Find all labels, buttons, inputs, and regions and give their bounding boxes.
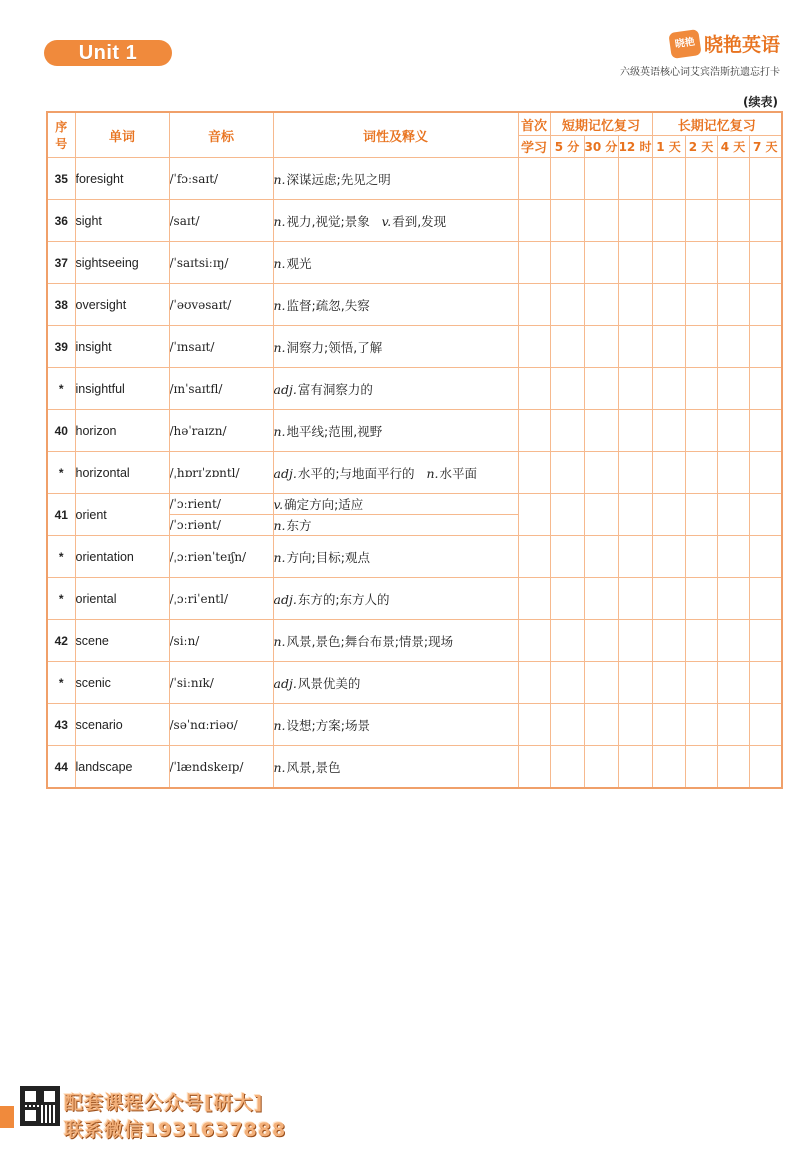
- review-checkbox-cell[interactable]: [518, 410, 550, 452]
- col-header-first-line2: 学习: [518, 136, 550, 158]
- review-checkbox-cell[interactable]: [685, 368, 717, 410]
- phonetic-cell: /ˈlændskeɪp/: [169, 746, 273, 789]
- definition-cell: [273, 284, 518, 326]
- review-checkbox-cell[interactable]: [685, 704, 717, 746]
- row-number: *: [47, 662, 75, 704]
- definition-cell: [273, 200, 518, 242]
- review-checkbox-cell[interactable]: [749, 452, 782, 494]
- review-checkbox-cell[interactable]: [685, 578, 717, 620]
- phonetic-cell: /ˈɔːrient/: [169, 494, 273, 515]
- review-checkbox-cell[interactable]: [652, 158, 685, 200]
- word-cell: oriental: [75, 578, 169, 620]
- review-checkbox-cell[interactable]: [518, 620, 550, 662]
- review-checkbox-cell[interactable]: [652, 368, 685, 410]
- table-row: [47, 494, 782, 515]
- part-of-speech: adj.: [273, 675, 297, 691]
- review-checkbox-cell[interactable]: [685, 284, 717, 326]
- review-checkbox-cell[interactable]: [618, 242, 652, 284]
- definition-cell: [273, 578, 518, 620]
- definition-text: 水平面: [439, 465, 477, 481]
- review-checkbox-cell[interactable]: [685, 452, 717, 494]
- table-row: [47, 452, 782, 494]
- col-header-short-12h: 12 时: [618, 136, 652, 158]
- definition-text: 设想;方案;场景: [286, 717, 370, 733]
- part-of-speech: adj.: [273, 465, 297, 481]
- table-row: [47, 368, 782, 410]
- review-checkbox-cell[interactable]: [652, 704, 685, 746]
- phonetic-cell: /ˈəʊvəsaɪt/: [169, 284, 273, 326]
- word-cell: scenic: [75, 662, 169, 704]
- review-checkbox-cell[interactable]: [518, 242, 550, 284]
- phonetic-cell: /ˈɪnsaɪt/: [169, 326, 273, 368]
- review-checkbox-cell[interactable]: [652, 620, 685, 662]
- definition-cell: [273, 536, 518, 578]
- table-row: [47, 200, 782, 242]
- table-row: [47, 704, 782, 746]
- review-checkbox-cell[interactable]: [618, 578, 652, 620]
- definition-text: 水平的;与地面平行的: [297, 465, 415, 481]
- col-header-long-7d: 7 天: [749, 136, 782, 158]
- review-checkbox-cell[interactable]: [584, 326, 618, 368]
- part-of-speech: n.: [273, 423, 286, 439]
- review-checkbox-cell[interactable]: [584, 620, 618, 662]
- review-checkbox-cell[interactable]: [550, 746, 584, 789]
- col-header-index: [47, 112, 75, 158]
- review-checkbox-cell[interactable]: [717, 452, 749, 494]
- definition-cell: [273, 410, 518, 452]
- review-checkbox-cell[interactable]: [584, 578, 618, 620]
- phonetic-cell: /ˌɔːriˈentl/: [169, 578, 273, 620]
- review-checkbox-cell[interactable]: [518, 494, 550, 536]
- definition-text: 深谋远虑;先见之明: [286, 171, 391, 187]
- brand-header: [620, 30, 780, 78]
- review-checkbox-cell[interactable]: [550, 200, 584, 242]
- part-of-speech: n.: [273, 255, 286, 271]
- review-checkbox-cell[interactable]: [717, 620, 749, 662]
- review-checkbox-cell[interactable]: [652, 200, 685, 242]
- review-checkbox-cell[interactable]: [749, 158, 782, 200]
- vocab-table-body: [47, 158, 782, 789]
- review-checkbox-cell[interactable]: [685, 746, 717, 789]
- review-checkbox-cell[interactable]: [518, 326, 550, 368]
- col-header-index-line1: 序: [55, 120, 68, 134]
- row-number: *: [47, 578, 75, 620]
- definition-text: 地平线;范围,视野: [286, 423, 383, 439]
- definition-text: 风景,景色: [286, 759, 341, 775]
- review-checkbox-cell[interactable]: [618, 746, 652, 789]
- review-checkbox-cell[interactable]: [717, 242, 749, 284]
- col-header-first-line1: 首次: [518, 112, 550, 136]
- review-checkbox-cell[interactable]: [685, 662, 717, 704]
- review-checkbox-cell[interactable]: [749, 242, 782, 284]
- review-checkbox-cell[interactable]: [685, 410, 717, 452]
- review-checkbox-cell[interactable]: [749, 368, 782, 410]
- review-checkbox-cell[interactable]: [584, 410, 618, 452]
- part-of-speech: n.: [273, 297, 286, 313]
- review-checkbox-cell[interactable]: [550, 578, 584, 620]
- table-row: [47, 620, 782, 662]
- part-of-speech: adj.: [273, 381, 297, 397]
- row-number: 37: [47, 242, 75, 284]
- review-checkbox-cell[interactable]: [652, 746, 685, 789]
- table-row: [47, 536, 782, 578]
- review-checkbox-cell[interactable]: [652, 536, 685, 578]
- word-cell: horizon: [75, 410, 169, 452]
- phonetic-cell: /ɪnˈsaɪtfl/: [169, 368, 273, 410]
- review-checkbox-cell[interactable]: [618, 158, 652, 200]
- definition-cell: [273, 704, 518, 746]
- review-checkbox-cell[interactable]: [550, 620, 584, 662]
- review-checkbox-cell[interactable]: [618, 620, 652, 662]
- part-of-speech: v.: [381, 213, 392, 229]
- row-number: *: [47, 368, 75, 410]
- phonetic-cell: /ˌɔːriənˈteɪʃn/: [169, 536, 273, 578]
- definition-text: 确定方向;适应: [284, 497, 364, 512]
- review-checkbox-cell[interactable]: [618, 326, 652, 368]
- table-row: [47, 746, 782, 789]
- definition-cell: [273, 242, 518, 284]
- row-number: 40: [47, 410, 75, 452]
- review-checkbox-cell[interactable]: [518, 536, 550, 578]
- review-checkbox-cell[interactable]: [618, 536, 652, 578]
- part-of-speech: v.: [273, 497, 284, 512]
- definition-text: 风景,景色;舞台布景;情景;现场: [286, 633, 454, 649]
- promo-line-2: 联系微信1931637888: [64, 1119, 287, 1141]
- review-checkbox-cell[interactable]: [618, 368, 652, 410]
- definition-cell: [273, 620, 518, 662]
- row-number: *: [47, 536, 75, 578]
- table-row: [47, 662, 782, 704]
- table-row: [47, 158, 782, 200]
- definition-text: 视力,视觉;景象: [286, 213, 370, 229]
- definition-text: 东方: [286, 518, 312, 533]
- review-checkbox-cell[interactable]: [550, 452, 584, 494]
- col-header-index-line2: 号: [55, 137, 68, 151]
- review-checkbox-cell[interactable]: [584, 452, 618, 494]
- review-checkbox-cell[interactable]: [584, 494, 618, 536]
- review-checkbox-cell[interactable]: [652, 284, 685, 326]
- part-of-speech: n.: [273, 759, 286, 775]
- row-number: 35: [47, 158, 75, 200]
- review-checkbox-cell[interactable]: [518, 368, 550, 410]
- review-checkbox-cell[interactable]: [518, 662, 550, 704]
- review-checkbox-cell[interactable]: [584, 704, 618, 746]
- review-checkbox-cell[interactable]: [518, 704, 550, 746]
- word-cell: insightful: [75, 368, 169, 410]
- review-checkbox-cell[interactable]: [749, 494, 782, 536]
- row-number: 42: [47, 620, 75, 662]
- review-checkbox-cell[interactable]: [749, 284, 782, 326]
- review-checkbox-cell[interactable]: [717, 284, 749, 326]
- definition-cell: [273, 452, 518, 494]
- definition-text: 富有洞察力的: [297, 381, 373, 397]
- review-checkbox-cell[interactable]: [584, 242, 618, 284]
- review-checkbox-cell[interactable]: [518, 746, 550, 789]
- review-checkbox-cell[interactable]: [717, 704, 749, 746]
- table-row: [47, 578, 782, 620]
- word-cell: scene: [75, 620, 169, 662]
- review-checkbox-cell[interactable]: [717, 326, 749, 368]
- definition-text: 风景优美的: [297, 675, 361, 691]
- review-checkbox-cell[interactable]: [717, 200, 749, 242]
- review-checkbox-cell[interactable]: [518, 158, 550, 200]
- review-checkbox-cell[interactable]: [685, 158, 717, 200]
- review-checkbox-cell[interactable]: [584, 536, 618, 578]
- review-checkbox-cell[interactable]: [584, 284, 618, 326]
- review-checkbox-cell[interactable]: [550, 494, 584, 536]
- definition-cell: [273, 326, 518, 368]
- part-of-speech: adj.: [273, 591, 297, 607]
- col-header-meaning: 词性及释义: [273, 112, 518, 158]
- definition-text: 看到,发现: [392, 213, 447, 229]
- row-number: 41: [47, 494, 75, 536]
- review-checkbox-cell[interactable]: [618, 704, 652, 746]
- definition-text: 东方的;东方人的: [297, 591, 390, 607]
- word-cell: sight: [75, 200, 169, 242]
- definition-text: 观光: [286, 255, 312, 271]
- review-checkbox-cell[interactable]: [749, 662, 782, 704]
- word-cell: scenario: [75, 704, 169, 746]
- review-checkbox-cell[interactable]: [685, 200, 717, 242]
- review-checkbox-cell[interactable]: [518, 452, 550, 494]
- phonetic-cell: /ˈɔːriənt/: [169, 515, 273, 536]
- row-number: 38: [47, 284, 75, 326]
- review-checkbox-cell[interactable]: [618, 494, 652, 536]
- col-header-long-1d: 1 天: [652, 136, 685, 158]
- review-checkbox-cell[interactable]: [550, 662, 584, 704]
- page-edge-tab: [0, 1106, 14, 1128]
- review-checkbox-cell[interactable]: [717, 578, 749, 620]
- review-checkbox-cell[interactable]: [584, 662, 618, 704]
- review-checkbox-cell[interactable]: [518, 284, 550, 326]
- review-checkbox-cell[interactable]: [749, 620, 782, 662]
- col-header-long-4d: 4 天: [717, 136, 749, 158]
- part-of-speech: n.: [273, 717, 286, 733]
- review-checkbox-cell[interactable]: [685, 326, 717, 368]
- continued-label: (续表): [743, 95, 778, 109]
- definition-cell: [273, 158, 518, 200]
- phonetic-cell: /həˈraɪzn/: [169, 410, 273, 452]
- row-number: 44: [47, 746, 75, 789]
- part-of-speech: n.: [426, 465, 439, 481]
- col-header-short-5min: 5 分: [550, 136, 584, 158]
- review-checkbox-cell[interactable]: [652, 410, 685, 452]
- promo-line-1: 配套课程公众号[研大]: [64, 1092, 264, 1114]
- row-number: 39: [47, 326, 75, 368]
- review-checkbox-cell[interactable]: [652, 578, 685, 620]
- table-row: [47, 284, 782, 326]
- word-cell: insight: [75, 326, 169, 368]
- review-checkbox-cell[interactable]: [584, 746, 618, 789]
- col-header-word: 单词: [75, 112, 169, 158]
- review-checkbox-cell[interactable]: [652, 662, 685, 704]
- word-cell: horizontal: [75, 452, 169, 494]
- brand-name: 晓艳英语: [703, 34, 780, 56]
- row-number: *: [47, 452, 75, 494]
- review-checkbox-cell[interactable]: [717, 536, 749, 578]
- review-checkbox-cell[interactable]: [749, 200, 782, 242]
- review-checkbox-cell[interactable]: [652, 452, 685, 494]
- review-checkbox-cell[interactable]: [749, 410, 782, 452]
- review-checkbox-cell[interactable]: [749, 746, 782, 789]
- row-number: 43: [47, 704, 75, 746]
- review-checkbox-cell[interactable]: [749, 704, 782, 746]
- review-checkbox-cell[interactable]: [618, 284, 652, 326]
- col-header-short-30min: 30 分: [584, 136, 618, 158]
- review-checkbox-cell[interactable]: [618, 200, 652, 242]
- review-checkbox-cell[interactable]: [717, 368, 749, 410]
- qr-eye-icon: [22, 1088, 39, 1105]
- qr-eye-icon: [22, 1107, 39, 1124]
- review-checkbox-cell[interactable]: [550, 284, 584, 326]
- word-cell: orientation: [75, 536, 169, 578]
- review-checkbox-cell[interactable]: [652, 494, 685, 536]
- review-checkbox-cell[interactable]: [550, 326, 584, 368]
- review-checkbox-cell[interactable]: [685, 620, 717, 662]
- review-checkbox-cell[interactable]: [550, 536, 584, 578]
- review-checkbox-cell[interactable]: [717, 746, 749, 789]
- review-checkbox-cell[interactable]: [749, 578, 782, 620]
- phonetic-cell: /ˈfɔːsaɪt/: [169, 158, 273, 200]
- phonetic-cell: /siːn/: [169, 620, 273, 662]
- phonetic-cell: /səˈnɑːriəʊ/: [169, 704, 273, 746]
- phonetic-cell: /saɪt/: [169, 200, 273, 242]
- review-checkbox-cell[interactable]: [717, 494, 749, 536]
- definition-text: 方向;目标;观点: [286, 549, 370, 565]
- word-cell: orient: [75, 494, 169, 536]
- definition-text: 洞察力;领悟,了解: [286, 339, 383, 355]
- part-of-speech: n.: [273, 518, 286, 533]
- table-row: [47, 410, 782, 452]
- row-number: 36: [47, 200, 75, 242]
- vocab-table: [46, 111, 783, 789]
- part-of-speech: n.: [273, 633, 286, 649]
- review-checkbox-cell[interactable]: [518, 200, 550, 242]
- definition-cell: [273, 746, 518, 789]
- review-checkbox-cell[interactable]: [584, 158, 618, 200]
- review-checkbox-cell[interactable]: [584, 200, 618, 242]
- review-checkbox-cell[interactable]: [717, 158, 749, 200]
- review-checkbox-cell[interactable]: [518, 578, 550, 620]
- word-cell: foresight: [75, 158, 169, 200]
- definition-cell: [273, 368, 518, 410]
- qr-code-icon: [20, 1086, 60, 1126]
- review-checkbox-cell[interactable]: [685, 536, 717, 578]
- col-header-long-2d: 2 天: [685, 136, 717, 158]
- brand-subtitle: 六级英语核心词艾宾浩斯抗遗忘打卡: [620, 67, 780, 78]
- part-of-speech: n.: [273, 171, 286, 187]
- definition-cell: [273, 494, 518, 515]
- table-row: [47, 326, 782, 368]
- col-header-long-term: 长期记忆复习: [652, 112, 782, 136]
- phonetic-cell: /ˈsiːnɪk/: [169, 662, 273, 704]
- review-checkbox-cell[interactable]: [749, 326, 782, 368]
- unit-badge: Unit 1: [44, 40, 172, 66]
- review-checkbox-cell[interactable]: [749, 536, 782, 578]
- review-checkbox-cell[interactable]: [550, 158, 584, 200]
- review-checkbox-cell[interactable]: [550, 704, 584, 746]
- word-cell: oversight: [75, 284, 169, 326]
- phonetic-cell: /ˌhɒrɪˈzɒntl/: [169, 452, 273, 494]
- col-header-phonetic: 音标: [169, 112, 273, 158]
- review-checkbox-cell[interactable]: [584, 368, 618, 410]
- review-checkbox-cell[interactable]: [618, 662, 652, 704]
- phonetic-cell: /ˈsaɪtsiːɪŋ/: [169, 242, 273, 284]
- qr-eye-icon: [41, 1088, 58, 1105]
- review-checkbox-cell[interactable]: [618, 452, 652, 494]
- part-of-speech: n.: [273, 549, 286, 565]
- word-cell: sightseeing: [75, 242, 169, 284]
- review-checkbox-cell[interactable]: [652, 326, 685, 368]
- table-row: [47, 242, 782, 284]
- review-checkbox-cell[interactable]: [550, 242, 584, 284]
- word-cell: landscape: [75, 746, 169, 789]
- review-checkbox-cell[interactable]: [685, 242, 717, 284]
- review-checkbox-cell[interactable]: [717, 662, 749, 704]
- review-checkbox-cell[interactable]: [618, 410, 652, 452]
- review-checkbox-cell[interactable]: [685, 494, 717, 536]
- definition-cell: [273, 662, 518, 704]
- review-checkbox-cell[interactable]: [550, 410, 584, 452]
- part-of-speech: n.: [273, 339, 286, 355]
- brand-logo-icon: 晓艳: [668, 29, 701, 59]
- part-of-speech: n.: [273, 213, 286, 229]
- definition-text: 监督;疏忽,失察: [286, 297, 370, 313]
- review-checkbox-cell[interactable]: [550, 368, 584, 410]
- review-checkbox-cell[interactable]: [717, 410, 749, 452]
- col-header-short-term: 短期记忆复习: [550, 112, 652, 136]
- review-checkbox-cell[interactable]: [652, 242, 685, 284]
- definition-cell: [273, 515, 518, 536]
